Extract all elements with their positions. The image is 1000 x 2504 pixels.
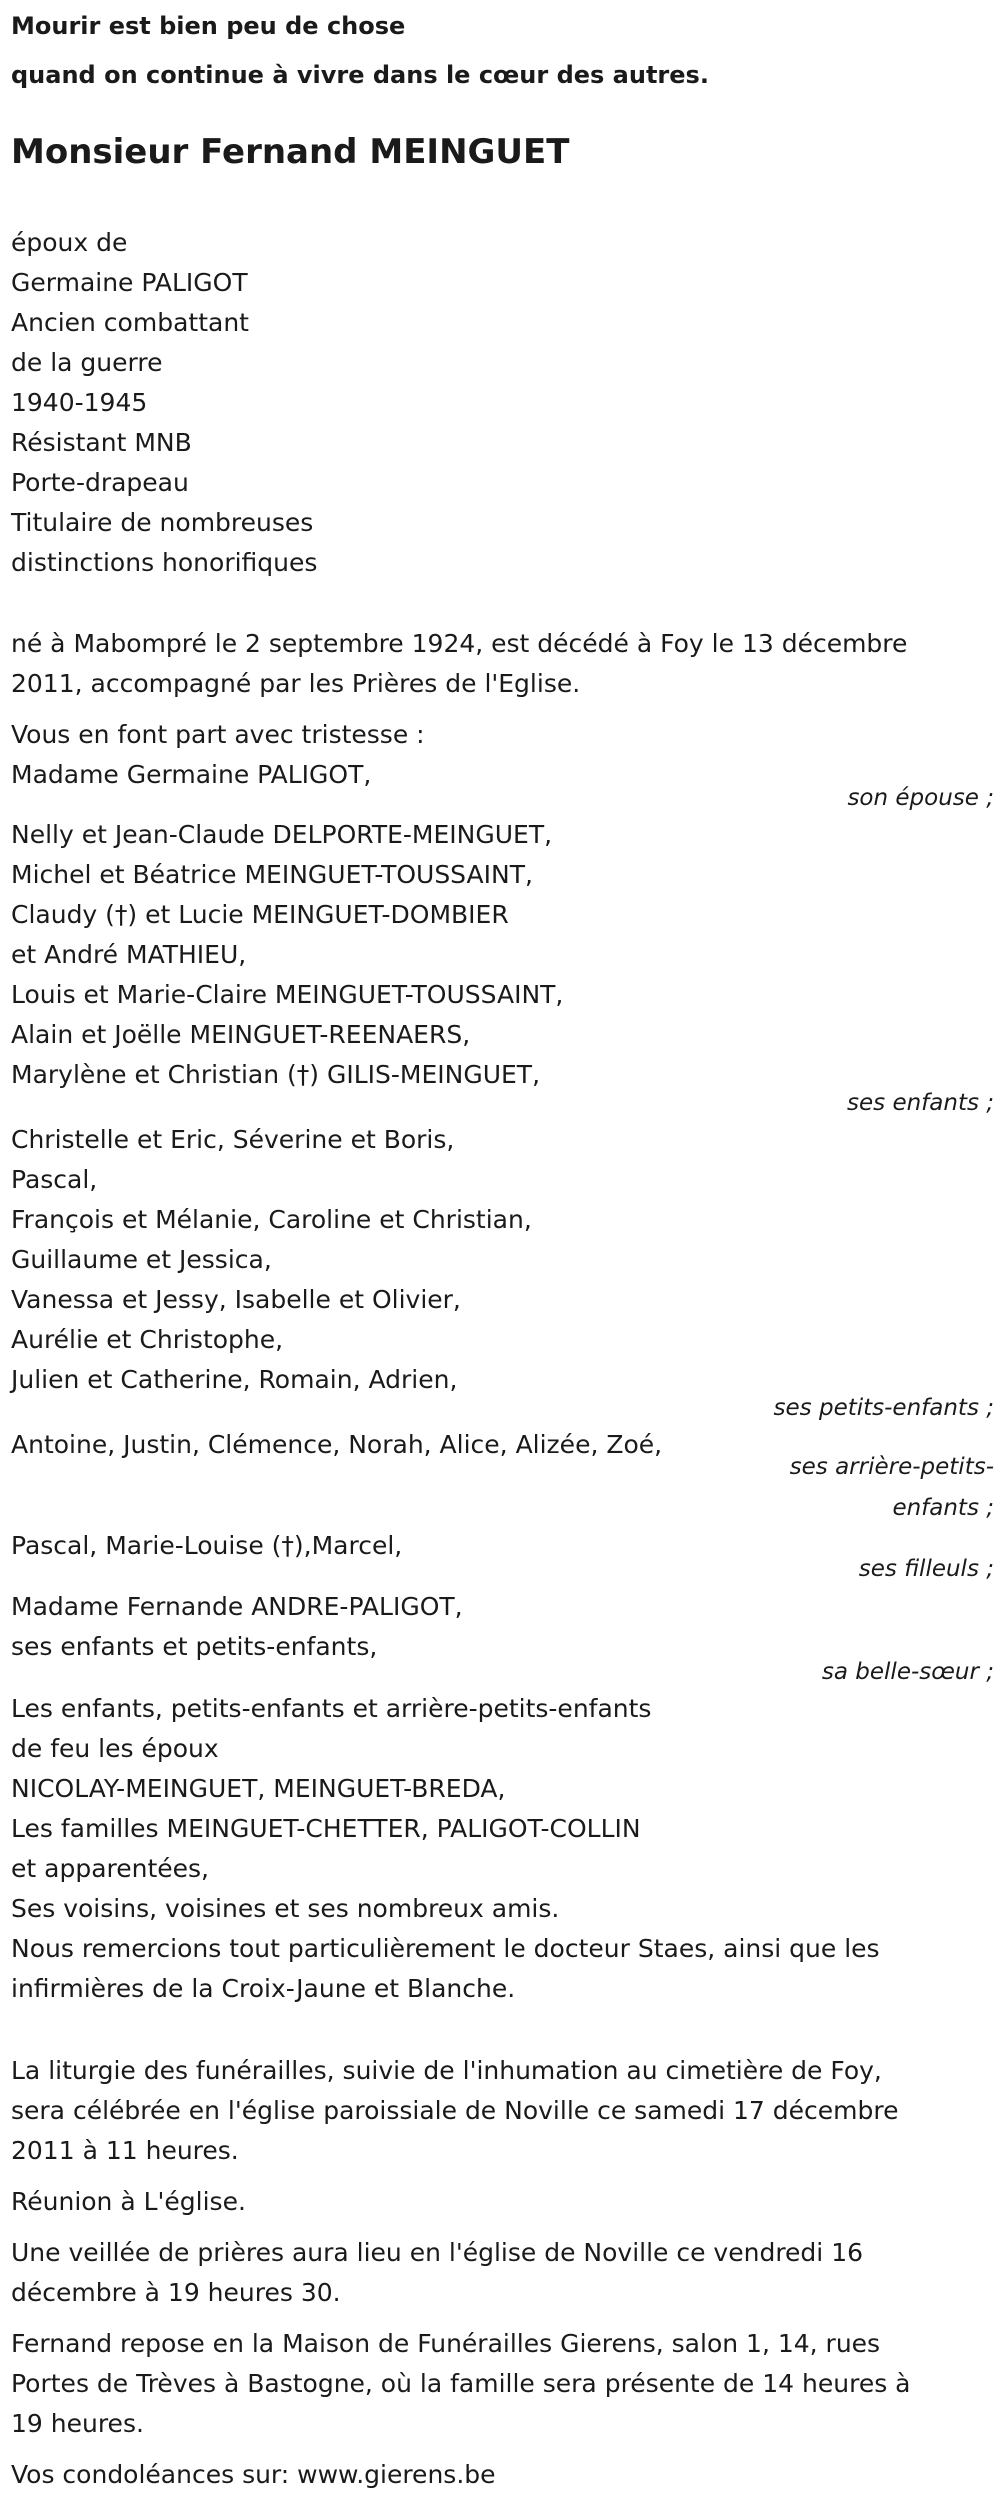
child-name: Nelly et Jean-Claude DELPORTE-MEINGUET, <box>11 820 553 849</box>
liturgy-line: La liturgie des funérailles, suivie de l'inhumation au cimetière de Foy, <box>11 2056 882 2085</box>
birth-line: 2011, accompagné par les Prières de l'Eglise. <box>11 669 581 698</box>
quote-line-1: Mourir est bien peu de chose <box>11 12 406 40</box>
others-line: Les familles MEINGUET-CHETTER, PALIGOT-COLLIN <box>11 1814 641 1843</box>
sister-in-law-name: Madame Fernande ANDRE-PALIGOT, <box>11 1592 463 1621</box>
bio-line: Porte-drapeau <box>11 468 189 497</box>
others-line: Ses voisins, voisines et ses nombreux amis. <box>11 1894 560 1923</box>
others-line: Nous remercions tout particulièrement le docteur Staes, ainsi que les <box>11 1934 880 1963</box>
grandchild-name: Pascal, <box>11 1165 98 1194</box>
spouse-relation: son épouse ; <box>847 785 994 811</box>
child-name: Claudy (†) et Lucie MEINGUET-DOMBIER <box>11 900 509 929</box>
rest-line: 19 heures. <box>11 2409 144 2438</box>
grandchild-name: François et Mélanie, Caroline et Christian, <box>11 1205 532 1234</box>
grandchild-name: Vanessa et Jessy, Isabelle et Olivier, <box>11 1285 461 1314</box>
rest-line: Fernand repose en la Maison de Funérailles Gierens, salon 1, 14, rues <box>11 2329 881 2358</box>
grandchild-name: Aurélie et Christophe, <box>11 1325 284 1354</box>
rest-line: Portes de Trèves à Bastogne, où la famille sera présente de 14 heures à <box>11 2369 911 2398</box>
bio-line: Germaine PALIGOT <box>11 268 248 297</box>
others-line: de feu les époux <box>11 1734 219 1763</box>
great-grandchildren-relation: ses arrière-petits- <box>789 1454 994 1480</box>
birth-line: né à Mabompré le 2 septembre 1924, est décédé à Foy le 13 décembre <box>11 629 908 658</box>
bio-line: Résistant MNB <box>11 428 192 457</box>
spouse-name: Madame Germaine PALIGOT, <box>11 760 372 789</box>
bio-line: Ancien combattant <box>11 308 249 337</box>
grandchild-name: Christelle et Eric, Séverine et Boris, <box>11 1125 455 1154</box>
grandchild-name: Guillaume et Jessica, <box>11 1245 272 1274</box>
others-line: et apparentées, <box>11 1854 209 1883</box>
liturgy-line: sera célébrée en l'église paroissiale de Noville ce samedi 17 décembre <box>11 2096 899 2125</box>
grandchildren-relation: ses petits-enfants ; <box>773 1395 994 1421</box>
others-line: NICOLAY-MEINGUET, MEINGUET-BREDA, <box>11 1774 506 1803</box>
godchildren-relation: ses filleuls ; <box>858 1556 994 1582</box>
child-name: Michel et Béatrice MEINGUET-TOUSSAINT, <box>11 860 533 889</box>
liturgy-line: 2011 à 11 heures. <box>11 2136 239 2165</box>
vigil-line: décembre à 19 heures 30. <box>11 2278 341 2307</box>
child-name: Alain et Joëlle MEINGUET-REENAERS, <box>11 1020 471 1049</box>
quote-line-2: quand on continue à vivre dans le cœur des autres. <box>11 61 709 89</box>
vigil-line: Une veillée de prières aura lieu en l'église de Noville ce vendredi 16 <box>11 2238 864 2267</box>
grandchild-name: Julien et Catherine, Romain, Adrien, <box>11 1365 458 1394</box>
announce-text: Vous en font part avec tristesse : <box>11 720 425 749</box>
condolences-text: Vos condoléances sur: www.gierens.be <box>11 2460 496 2489</box>
bio-line: époux de <box>11 228 128 257</box>
children-relation: ses enfants ; <box>847 1090 994 1116</box>
others-line: infirmières de la Croix-Jaune et Blanche. <box>11 1974 516 2003</box>
godchildren-names: Pascal, Marie-Louise (†),Marcel, <box>11 1531 403 1560</box>
others-line: Les enfants, petits-enfants et arrière-petits-enfants <box>11 1694 652 1723</box>
child-name: Louis et Marie-Claire MEINGUET-TOUSSAINT, <box>11 980 564 1009</box>
bio-line: de la guerre <box>11 348 163 377</box>
child-name: Marylène et Christian (†) GILIS-MEINGUET, <box>11 1060 541 1089</box>
reunion-text: Réunion à L'église. <box>11 2187 246 2216</box>
bio-line: distinctions honorifiques <box>11 548 318 577</box>
great-grandchildren-relation: enfants ; <box>892 1495 994 1521</box>
great-grandchildren-names: Antoine, Justin, Clémence, Norah, Alice, Alizée, Zoé, <box>11 1430 663 1459</box>
sister-in-law-relation: sa belle-sœur ; <box>821 1659 994 1685</box>
bio-line: 1940-1945 <box>11 388 148 417</box>
bio-line: Titulaire de nombreuses <box>11 508 314 537</box>
deceased-name: Monsieur Fernand MEINGUET <box>11 132 570 172</box>
child-name: et André MATHIEU, <box>11 940 247 969</box>
sister-in-law-name: ses enfants et petits-enfants, <box>11 1632 378 1661</box>
